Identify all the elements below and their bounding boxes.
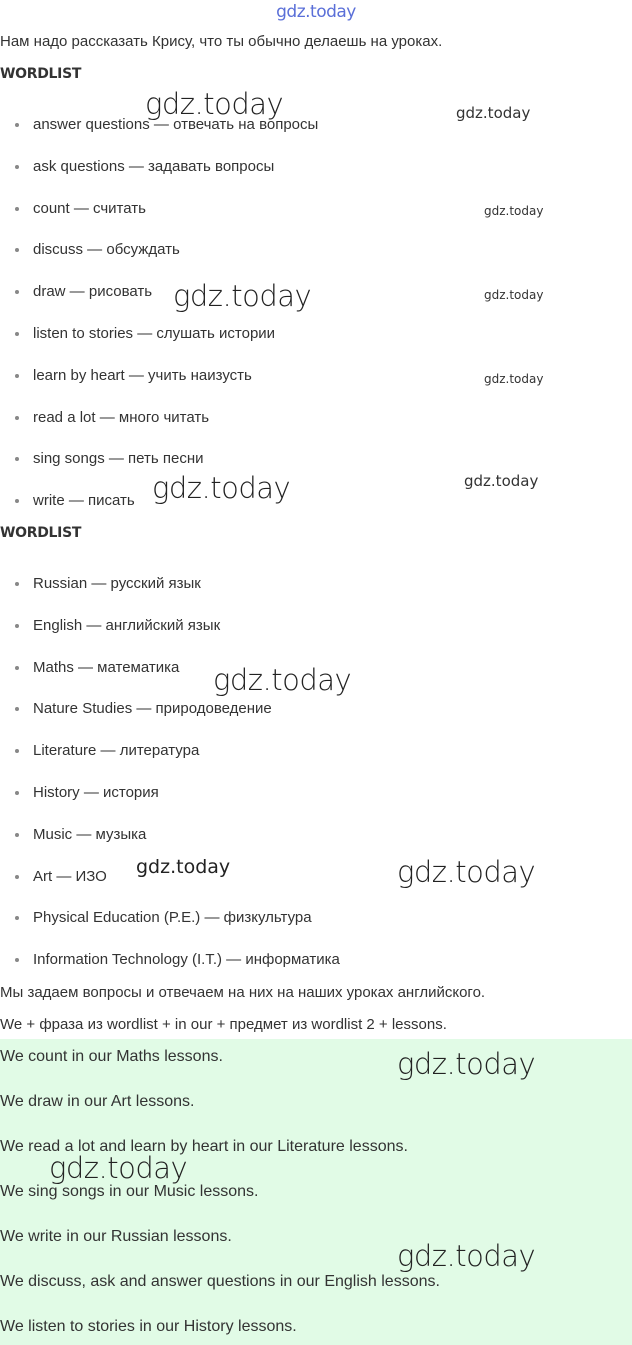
explanation-line-2: We + фраза из wordlist + in our + предмет из wordlist 2 + lessons. [0,1016,447,1033]
bullet-icon [15,749,19,753]
answer-sentence: We read a lot and learn by heart in our Literature lessons. [0,1138,408,1155]
bullet-icon [15,332,19,336]
watermark: gdz.today [484,372,544,386]
list-item-text: listen to stories — слушать истории [33,324,276,342]
watermark: gdz.today [484,204,544,218]
list-item-text: Maths — математика [33,658,180,676]
bullet-icon [15,791,19,795]
list-item [0,574,340,616]
bullet-icon [15,666,19,670]
watermark: gdz.today [397,1047,536,1081]
bullet-icon [15,875,19,879]
watermark: gdz.today [397,855,536,889]
bullet-icon [15,207,19,211]
bullet-icon [15,916,19,920]
bullet-icon [15,374,19,378]
answer-sentence: We sing songs in our Music lessons. [0,1183,259,1200]
list-item [0,408,318,450]
bullet-icon [15,499,19,503]
list-item [0,741,340,783]
bullet-icon [15,248,19,252]
bullet-icon [15,165,19,169]
bullet-icon [15,457,19,461]
watermark: gdz.today [456,104,531,122]
list-item-text: Physical Education (P.E.) — физкультура [33,909,312,927]
list-item-text: sing songs — петь песни [33,450,204,468]
wordlist-subjects [0,574,340,992]
site-logo[interactable]: gdz.today [276,2,356,22]
explanation-line-1: Мы задаем вопросы и отвечаем на них на наших уроках английского. [0,984,486,1001]
wordlist-2-heading: WORDLIST [0,525,82,541]
list-item-text: Music — музыка [33,825,147,843]
answer-sentence: We discuss, ask and answer questions in our English lessons. [0,1273,440,1290]
answers-block [0,1039,632,1345]
list-item [0,157,318,199]
watermark: gdz.today [145,87,284,121]
bullet-icon [15,290,19,294]
answer-sentence: We write in our Russian lessons. [0,1228,232,1245]
list-item [0,324,318,366]
watermark: gdz.today [484,288,544,302]
list-item [0,115,318,157]
bullet-icon [15,958,19,962]
bullet-icon [15,416,19,420]
watermark: gdz.today [136,856,231,878]
watermark: gdz.today [49,1151,188,1185]
bullet-icon [15,707,19,711]
list-item-text: draw — рисовать [33,283,153,301]
bullet-icon [15,833,19,837]
list-item-text: Art — ИЗО [33,867,107,885]
list-item-text: Literature — литература [33,742,200,760]
list-item-text: count — считать [33,199,146,217]
list-item-text: History — история [33,783,159,801]
list-item-text: Nature Studies — природоведение [33,700,272,718]
list-item-text: write — писать [33,492,135,510]
list-item-text: discuss — обсуждать [33,241,180,259]
list-item-text: Russian — русский язык [33,575,201,592]
answer-sentence: We listen to stories in our History lessons. [0,1318,297,1335]
list-item [0,908,340,950]
bullet-icon [15,123,19,127]
watermark: gdz.today [397,1239,536,1273]
bullet-icon [15,582,19,586]
watermark: gdz.today [152,471,291,505]
bullet-icon [15,624,19,628]
list-item-text: answer questions — отвечать на вопросы [33,116,319,133]
watermark: gdz.today [173,279,312,313]
watermark: gdz.today [213,663,352,697]
list-item [0,199,318,241]
list-item [0,240,318,282]
list-item-text: English — английский язык [33,616,221,634]
list-item [0,783,340,825]
list-item-text: read a lot — много читать [33,408,210,426]
intro-text: Нам надо рассказать Крису, что ты обычно делаешь на уроках. [0,33,443,50]
answer-sentence: We draw in our Art lessons. [0,1093,195,1110]
list-item [0,616,340,658]
list-item-text: Information Technology (I.T.) — информатика [33,951,340,969]
answer-sentence: We count in our Maths lessons. [0,1048,223,1065]
list-item-text: learn by heart — учить наизусть [33,366,252,384]
wordlist-heading: WORDLIST [0,66,82,82]
list-item [0,366,318,408]
list-item-text: ask questions — задавать вопросы [33,157,275,175]
list-item [0,699,340,741]
watermark: gdz.today [464,472,539,490]
